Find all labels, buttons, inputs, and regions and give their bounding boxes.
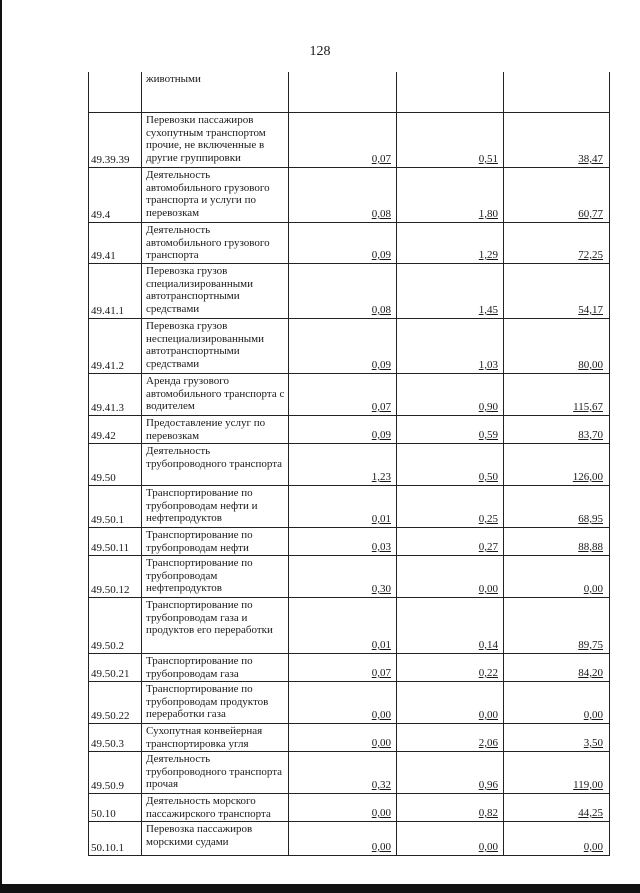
row-value-2: 0,00 — [478, 841, 498, 853]
row-value-3: 60,77 — [578, 208, 603, 220]
row-value-3: 119,00 — [573, 779, 603, 791]
row-value-2: 0,00 — [478, 583, 498, 595]
row-value-3: 38,47 — [578, 153, 603, 165]
row-code: 49.50.3 — [91, 738, 124, 750]
row-value-3: 80,00 — [578, 359, 603, 371]
row-value-2: 1,80 — [478, 208, 498, 220]
row-description: Сухопутная конвейерная транспортировка угля — [146, 725, 263, 750]
row-value-2: 0,25 — [478, 513, 498, 525]
row-code: 49.41.2 — [91, 360, 124, 372]
row-value-1: 0,00 — [371, 737, 391, 749]
row-value-2: 0,82 — [478, 807, 498, 819]
row-code: 49.50.9 — [91, 780, 124, 792]
row-value-3: 89,75 — [578, 639, 603, 651]
row-description: Аренда грузового автомобильного транспорта с водителем — [146, 375, 285, 413]
row-value-3: 0,00 — [583, 709, 603, 721]
row-value-2: 0,50 — [478, 471, 498, 483]
page-number: 128 — [309, 44, 331, 59]
row-code: 50.10 — [91, 808, 116, 820]
row-value-3: 72,25 — [578, 249, 603, 261]
row-value-1: 0,00 — [371, 807, 391, 819]
table-row — [88, 598, 610, 654]
row-description: Деятельность трубопроводного транспорта прочая — [146, 753, 283, 791]
table-row — [88, 444, 610, 486]
row-value-2: 0,14 — [478, 639, 498, 651]
row-value-2: 0,90 — [478, 401, 498, 413]
row-value-1: 0,09 — [371, 249, 391, 261]
row-value-2: 1,45 — [478, 304, 498, 316]
row-value-1: 0,30 — [371, 583, 391, 595]
table-row — [88, 72, 610, 113]
table-row — [88, 113, 610, 168]
row-value-1: 0,00 — [371, 841, 391, 853]
row-value-3: 0,00 — [583, 841, 603, 853]
row-value-3: 68,95 — [578, 513, 603, 525]
row-value-2: 2,06 — [478, 737, 498, 749]
table-row — [88, 528, 610, 556]
row-value-1: 0,03 — [371, 541, 391, 553]
row-description: Транспортирование по трубопроводам газа — [146, 655, 253, 680]
row-code: 50.10.1 — [91, 842, 124, 854]
row-value-2: 0,27 — [478, 541, 498, 553]
row-code: 49.50.21 — [91, 668, 130, 680]
row-description: Транспортирование по трубопроводам продуктов переработки газа — [146, 683, 269, 721]
row-value-1: 0,01 — [371, 639, 391, 651]
row-value-2: 0,96 — [478, 779, 498, 791]
table-row — [88, 264, 610, 319]
row-description: Транспортирование по трубопроводам нефтепродуктов — [146, 557, 253, 595]
table-row — [88, 724, 610, 752]
row-value-1: 0,07 — [371, 153, 391, 165]
row-value-2: 0,59 — [478, 429, 498, 441]
row-value-1: 0,01 — [371, 513, 391, 525]
table-row — [88, 752, 610, 794]
row-code: 49.50.1 — [91, 514, 124, 526]
row-code: 49.50.2 — [91, 640, 124, 652]
row-code: 49.50.11 — [91, 542, 130, 554]
row-value-1: 0,08 — [371, 208, 391, 220]
row-code: 49.42 — [91, 430, 116, 442]
row-value-2: 1,29 — [478, 249, 498, 261]
row-description: Деятельность автомобильного грузового транспорта — [146, 224, 270, 262]
row-value-3: 88,88 — [578, 541, 603, 553]
row-value-1: 0,32 — [371, 779, 391, 791]
row-description: Транспортирование по трубопроводам газа и продуктов его переработки — [146, 599, 273, 637]
row-description: Деятельность морского пассажирского транспорта — [146, 795, 271, 820]
table-row — [88, 319, 610, 374]
row-value-1: 0,07 — [371, 401, 391, 413]
table-row — [88, 794, 610, 822]
row-code: 49.50.12 — [91, 584, 130, 596]
table-row — [88, 486, 610, 528]
row-value-2: 1,03 — [478, 359, 498, 371]
row-description: Транспортирование по трубопроводам нефти и нефтепродуктов — [146, 487, 258, 525]
row-description: Перевозки пассажиров сухопутным транспортом прочие, не включенные в другие группировки — [146, 114, 266, 164]
row-value-1: 0,08 — [371, 304, 391, 316]
row-value-3: 44,25 — [578, 807, 603, 819]
row-description: Перевозка грузов неспециализированными автотранспортными средствами — [146, 320, 264, 370]
row-code: 49.41 — [91, 250, 116, 262]
row-value-3: 0,00 — [583, 583, 603, 595]
row-description: Деятельность трубопроводного транспорта — [146, 445, 283, 470]
row-code: 49.50 — [91, 472, 116, 484]
row-value-3: 54,17 — [578, 304, 603, 316]
row-value-2: 0,22 — [478, 667, 498, 679]
row-description: Деятельность автомобильного грузового транспорта и услуги по перевозкам — [146, 169, 270, 219]
table-row — [88, 223, 610, 264]
row-value-2: 0,00 — [478, 709, 498, 721]
row-code: 49.50.22 — [91, 710, 130, 722]
row-value-3: 83,70 — [578, 429, 603, 441]
page-edge-bottom — [0, 884, 640, 893]
table-row — [88, 416, 610, 444]
row-code: 49.39.39 — [91, 154, 130, 166]
table-row — [88, 654, 610, 682]
table-row — [88, 556, 610, 598]
row-description: животными — [146, 73, 201, 85]
row-description: Перевозка грузов специализированными автотранспортными средствами — [146, 265, 253, 315]
row-value-1: 0,09 — [371, 429, 391, 441]
table-row — [88, 168, 610, 223]
row-value-3: 3,50 — [583, 737, 603, 749]
row-value-1: 1,23 — [371, 471, 391, 483]
row-code: 49.41.1 — [91, 305, 124, 317]
page-edge-left — [0, 0, 2, 893]
row-description: Перевозка пассажиров морскими судами — [146, 823, 253, 848]
row-value-2: 0,51 — [478, 153, 498, 165]
row-description: Предоставление услуг по перевозкам — [146, 417, 266, 442]
row-code: 49.41.3 — [91, 402, 124, 414]
row-value-3: 115,67 — [573, 401, 603, 413]
table-row — [88, 822, 610, 856]
row-value-3: 84,20 — [578, 667, 603, 679]
classification-table — [88, 72, 610, 856]
row-value-1: 0,00 — [371, 709, 391, 721]
row-value-3: 126,00 — [572, 471, 603, 483]
row-description: Транспортирование по трубопроводам нефти — [146, 529, 253, 554]
table-row — [88, 682, 610, 724]
table-row — [88, 374, 610, 416]
row-value-1: 0,09 — [371, 359, 391, 371]
row-code: 49.4 — [91, 209, 111, 221]
row-value-1: 0,07 — [371, 667, 391, 679]
